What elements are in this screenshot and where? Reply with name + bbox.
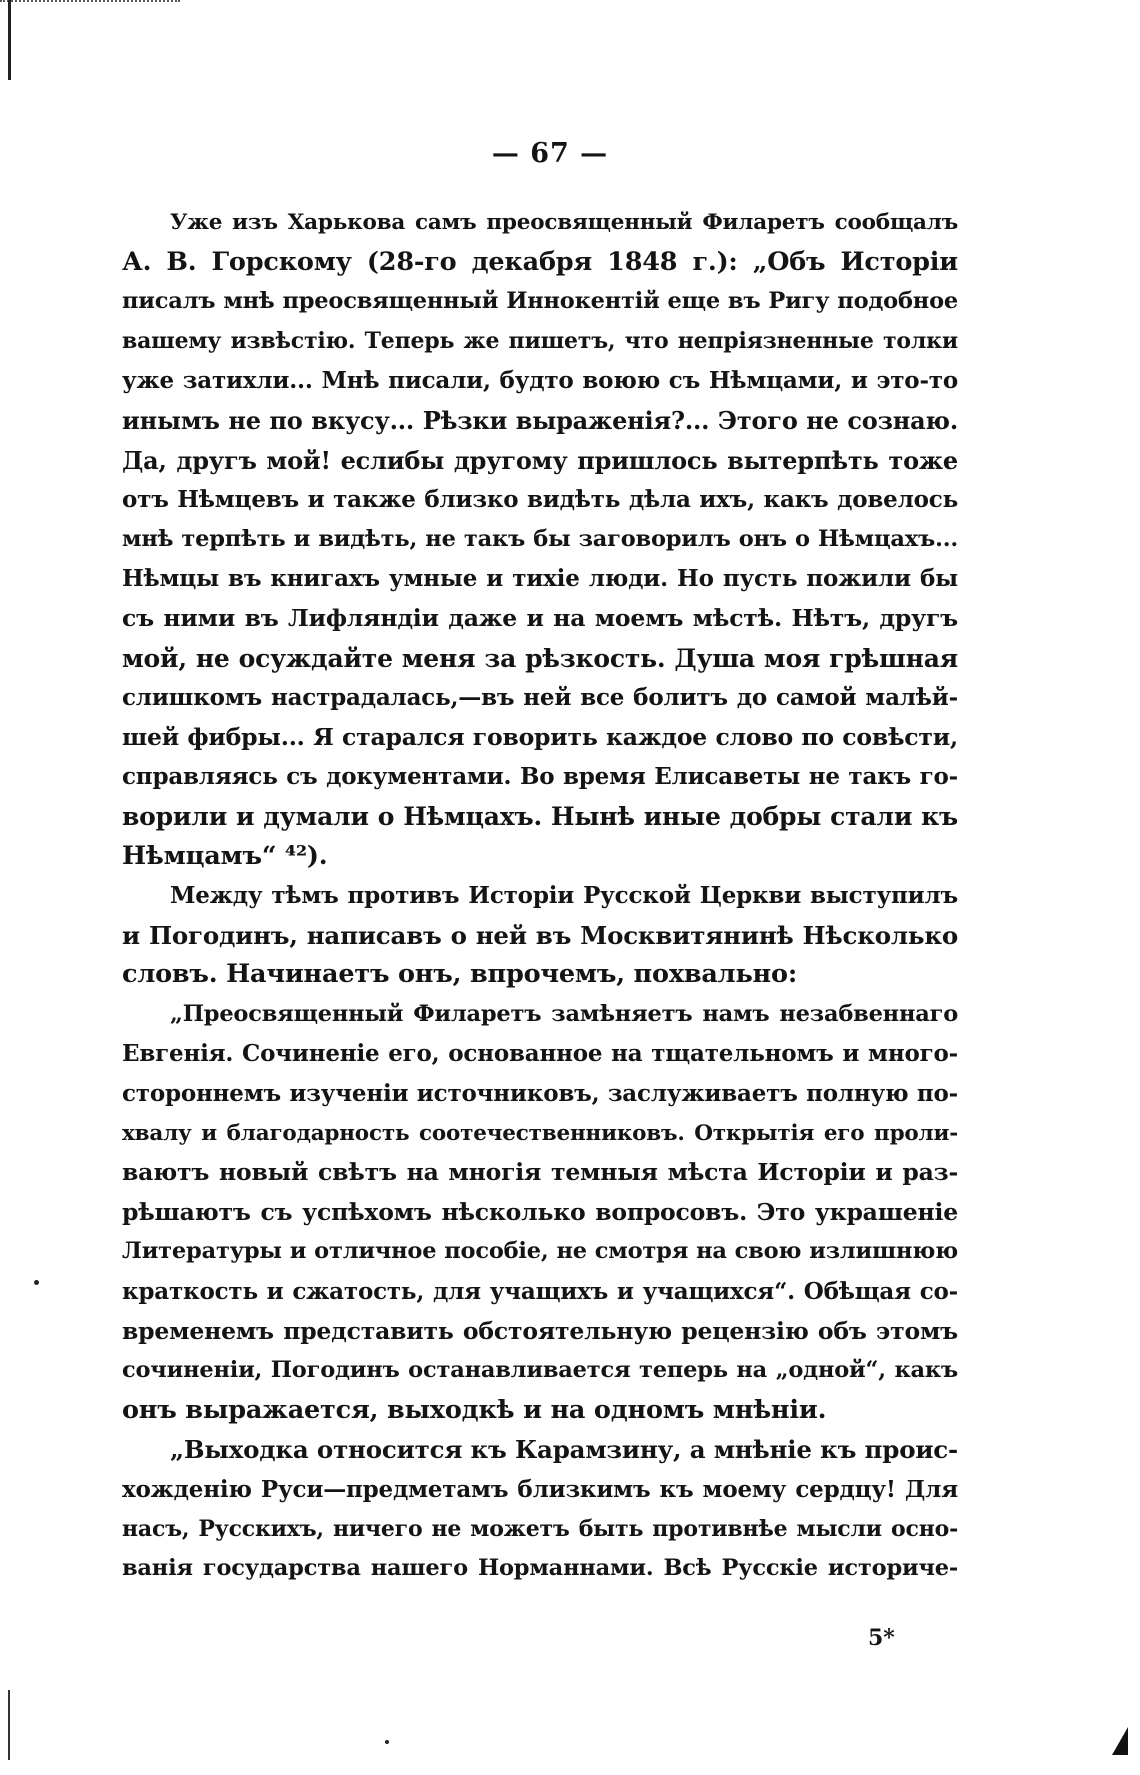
text-line: краткость и сжатость, для учащихъ и учащихся“. Обѣщая со- [122,1278,958,1306]
text-line: „Преосвященный Филаретъ замѣняетъ намъ незабвеннаго [170,1000,958,1027]
scan-edge-mark [8,0,11,80]
text-line: Литературы и отличное пособіе, не смотря на свою излишнюю [122,1238,958,1265]
text-line: ванія государства нашего Норманнами. Всѣ Русскіе историче- [122,1555,958,1582]
text-line: и Погодинъ, написавъ о ней въ Москвитянинѣ Нѣсколько [122,920,958,950]
text-line: Нѣмцы въ книгахъ умные и тихіе люди. Но пусть пожили бы [122,565,958,593]
text-line: Уже изъ Харькова самъ преосвященный Филаретъ сообщалъ [170,210,958,235]
text-line: словъ. Начинаетъ онъ, впрочемъ, похвально: [122,959,798,990]
text-line: стороннемъ изученіи источниковъ, заслуживаетъ полную по- [122,1080,958,1108]
text-line: насъ, Русскихъ, ничего не можетъ быть противнѣе мысли осно- [122,1515,958,1542]
text-line: А. В. Горскому (28-го декабря 1848 г.): „Объ Исторіи [122,246,958,277]
scan-dot [385,1740,389,1744]
scan-corner-mark [1112,1727,1128,1755]
text-line: хвалу и благодарность соотечественниковъ. Открытія его проли- [122,1120,958,1146]
text-line: инымъ не по вкусу... Рѣзки выраженія?... Этого не сознаю. [122,405,958,435]
scan-dot [34,1280,39,1285]
text-line: мой, не осуждайте меня за рѣзкость. Душа моя грѣшная [122,643,958,673]
scan-edge-specks [0,0,180,16]
text-line: ворили и думали о Нѣмцахъ. Нынѣ иные добры стали къ [122,801,958,831]
text-line: сочиненіи, Погодинъ останавливается теперь на „одной“, какъ [122,1357,958,1384]
text-line: Да, другъ мой! еслибы другому пришлось вытерпѣть тоже [122,445,958,475]
text-line: съ ними въ Лифляндіи даже и на моемъ мѣстѣ. Нѣтъ, другъ [122,603,958,632]
signature-mark: 5* [868,1625,895,1651]
text-line: временемъ представить обстоятельную рецензію объ этомъ [122,1316,958,1345]
text-line: Нѣмцамъ“ ⁴²). [122,840,328,871]
body-text [122,203,958,1589]
page-number: — 67 — [491,138,609,169]
text-line: справляясь съ документами. Во время Елисаветы не такъ го- [122,763,958,791]
text-line: хожденію Руси—предметамъ близкимъ къ моему сердцу! Для [122,1476,958,1503]
text-line: рѣшаютъ съ успѣхомъ нѣсколько вопросовъ. Это украшеніе [122,1197,958,1226]
text-line: Между тѣмъ противъ Исторіи Русской Церкви выступилъ [170,882,958,910]
text-line: онъ выражается, выходкѣ и на одномъ мнѣніи. [122,1394,827,1425]
text-line: уже затихли... Мнѣ писали, будто воюю съ Нѣмцами, и это-то [122,367,958,395]
text-line: писалъ мнѣ преосвященный Иннокентій еще въ Ригу подобное [122,288,958,315]
text-line: шей фибры... Я старался говорить каждое слово по совѣсти, [122,722,958,751]
text-line: Евгенія. Сочиненіе его, основанное на тщательномъ и много- [122,1040,958,1068]
text-line: отъ Нѣмцевъ и также близко видѣть дѣла ихъ, какъ довелось [122,486,958,514]
text-line: „Выходка относится къ Карамзину, а мнѣніе къ проис- [170,1435,958,1465]
scan-edge-mark [8,1690,10,1760]
text-line: вашему извѣстію. Теперь же пишетъ, что непріязненные толки [122,327,958,354]
text-line: слишкомъ настрадалась,—въ ней все болитъ до самой малѣй- [122,684,958,712]
text-line: мнѣ терпѣть и видѣть, не такъ бы заговорилъ онъ о Нѣмцахъ... [122,525,958,552]
text-line: ваютъ новый свѣтъ на многія темныя мѣста Исторіи и раз- [122,1158,958,1187]
